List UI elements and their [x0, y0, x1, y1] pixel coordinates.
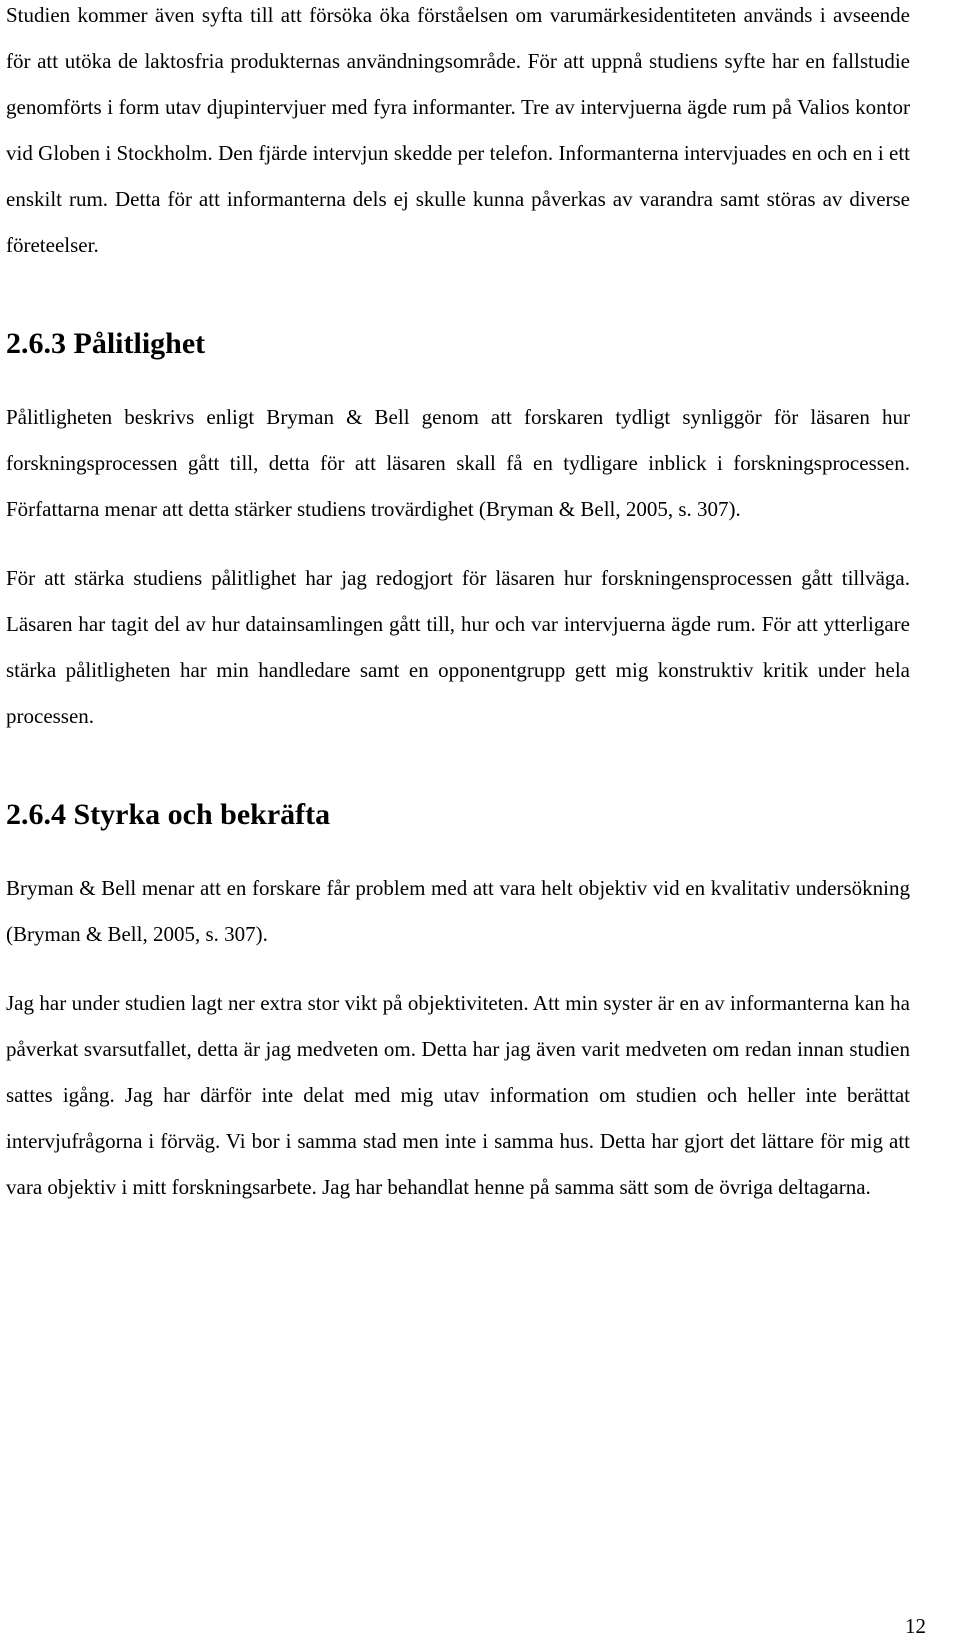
styrka-paragraph-1: Bryman & Bell menar att en forskare får problem med att vara helt objektiv vid en kvalitativ undersökning (Bryman & Bell, 2005, s. 307). [6, 876, 910, 946]
document-page [6, 0, 910, 1210]
palitlighet-paragraph-2: För att stärka studiens pålitlighet har jag redogjort för läsaren hur forskningensprocessen gått tillväga. Läsaren har tagit del av hur datainsamlingen gått till, hur och var intervjuerna ägde rum. För att ytterligare stärka pålitligheten har min handledare samt en opponentgrupp gett mig konstruktiv kritik under hela processen. [6, 566, 910, 728]
intro-paragraph: Studien kommer även syfta till att försöka öka förståelsen om varumärkesidentiteten används i avseende för att utöka de laktosfria produkternas användningsområde. För att uppnå studiens syfte har en fallstudie genomförts i form utav djupintervjuer med fyra informanter. Tre av intervjuerna ägde rum på Valios kontor vid Globen i Stockholm. Den fjärde intervjun skedde per telefon. Informanterna intervjuades en och en i ett enskilt rum. Detta för att informanterna dels ej skulle kunna påverkas av varandra samt störas av diverse företeelser. [6, 3, 910, 257]
styrka-paragraph-2: Jag har under studien lagt ner extra stor vikt på objektiviteten. Att min syster är en av informanterna kan ha påverkat svarsutfallet, detta är jag medveten om. Detta har jag även varit medveten om redan innan studien sattes igång. Jag har därför inte delat med mig utav information om studien och heller inte berättat intervjufrågorna i förväg. Vi bor i samma stad men inte i samma hus. Detta har gjort det lättare för mig att vara objektiv i mitt forskningsarbete. Jag har behandlat henne på samma sätt som de övriga deltagarna. [6, 991, 910, 1199]
page-number: 12 [905, 1614, 926, 1638]
section-heading-palitlighet: 2.6.3 Pålitlighet [6, 327, 206, 360]
section-heading-styrka-och-bekrafta: 2.6.4 Styrka och bekräfta [6, 798, 331, 831]
palitlighet-paragraph-1: Pålitligheten beskrivs enligt Bryman & Bell genom att forskaren tydligt synliggör för läsaren hur forskningsprocessen gått till, detta för att läsaren skall få en tydligare inblick i forskningsprocessen. Författarna menar att detta stärker studiens trovärdighet (Bryman & Bell, 2005, s. 307). [6, 405, 910, 521]
